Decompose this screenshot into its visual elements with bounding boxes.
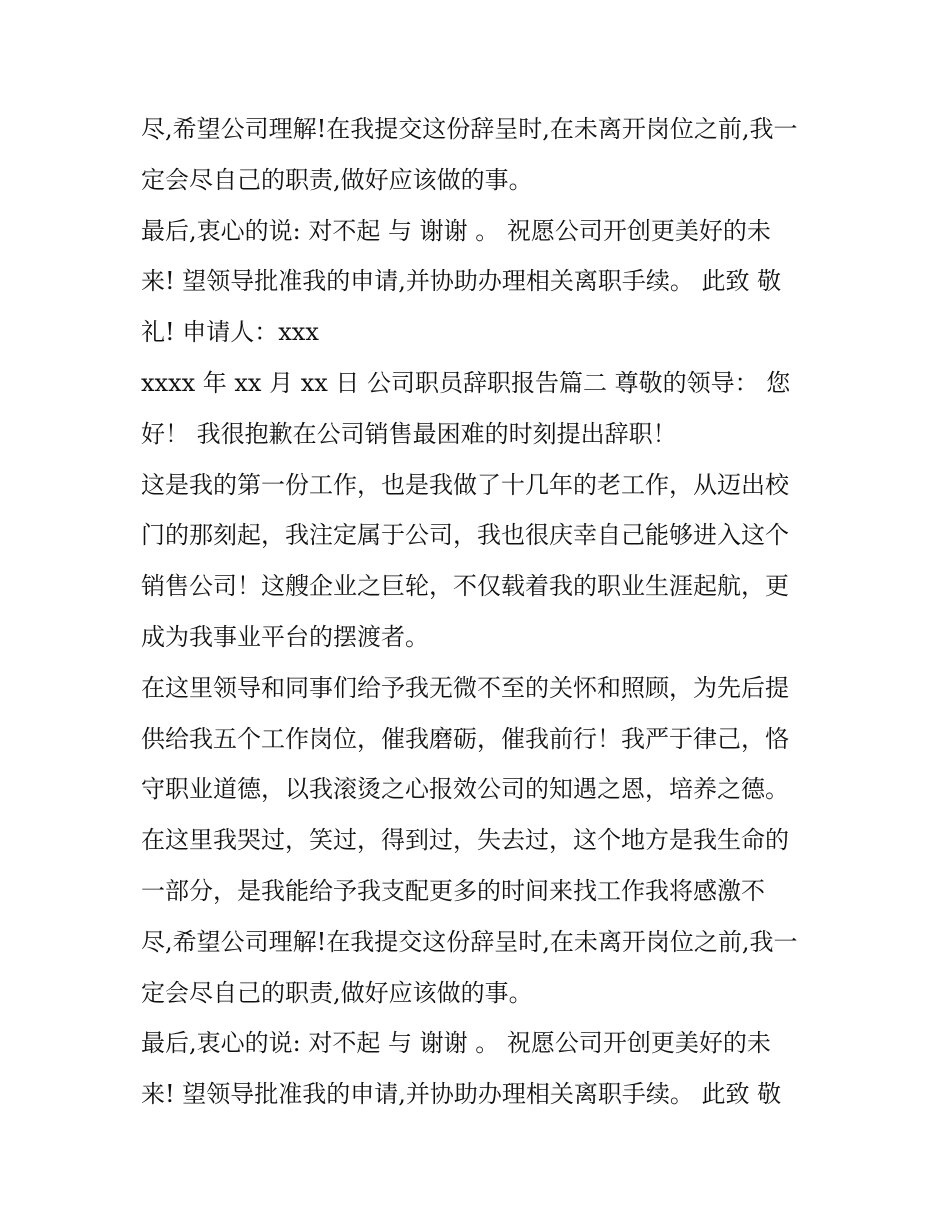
text-line: 来! 望领导批准我的申请,并协助办理相关离职手续。 此致 敬: [141, 1080, 782, 1109]
text-line: 定会尽自己的职责,做好应该做的事。: [141, 978, 533, 1007]
text-line: 好！ 我很抱歉在公司销售最困难的时刻提出辞职！: [141, 419, 677, 448]
document-body: [141, 104, 821, 1120]
text-line: 礼! 申请人：xxx: [141, 318, 319, 347]
text-line: 销售公司！这艘企业之巨轮，不仅载着我的职业生涯起航，更: [141, 572, 789, 601]
text-line: 成为我事业平台的摆渡者。: [141, 622, 429, 651]
text-line: 来! 望领导批准我的申请,并协助办理相关离职手续。 此致 敬: [141, 267, 782, 296]
text-line: 这是我的第一份工作，也是我做了十几年的老工作，从迈出校: [141, 470, 789, 499]
text-line: 一部分，是我能给予我支配更多的时间来找工作我将感激不: [141, 876, 765, 905]
text-line: 守职业道德，以我滚烫之心报效公司的知遇之恩，培养之德。: [141, 775, 789, 804]
text-line: 尽,希望公司理解!在我提交这份辞呈时,在未离开岗位之前,我一: [141, 927, 798, 956]
text-line: xxxx 年 xx 月 xx 日 公司职员辞职报告篇二 尊敬的领导： 您: [141, 368, 791, 397]
text-line: 最后,衷心的说: 对不起 与 谢谢 。 祝愿公司开创更美好的未: [141, 1029, 771, 1058]
text-line: 供给我五个工作岗位，催我磨砺，催我前行！我严于律己，恪: [141, 724, 789, 753]
text-line: 门的那刻起，我注定属于公司，我也很庆幸自己能够进入这个: [141, 521, 789, 550]
text-line: 在这里我哭过，笑过，得到过，失去过，这个地方是我生命的: [141, 826, 789, 855]
text-line: 最后,衷心的说: 对不起 与 谢谢 。 祝愿公司开创更美好的未: [141, 216, 771, 245]
text-line: 在这里领导和同事们给予我无微不至的关怀和照顾，为先后提: [141, 673, 789, 702]
text-line: 定会尽自己的职责,做好应该做的事。: [141, 165, 533, 194]
text-line: 尽,希望公司理解!在我提交这份辞呈时,在未离开岗位之前,我一: [141, 115, 798, 143]
